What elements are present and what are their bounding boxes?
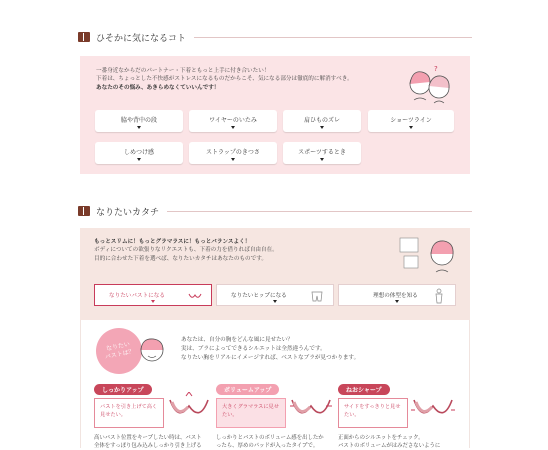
chevron-down-icon: [231, 126, 235, 129]
shorts-icon: [309, 288, 325, 304]
shape-panel: [80, 228, 470, 320]
chevron-down-icon: [395, 300, 399, 303]
lead-line: ボディについての欲張りなリクエストも、下着の力を借りれば自由自在。: [94, 247, 278, 254]
chevron-down-icon: [320, 158, 324, 161]
body-icon: [431, 288, 447, 304]
card-tag: ボリュームアップ: [216, 384, 279, 395]
bust-type-card: [94, 384, 212, 448]
chevron-down-icon: [231, 158, 235, 161]
intro-strong: あなたのその悩み、あきらめなくていいんです！: [96, 84, 220, 91]
chevron-down-icon: [137, 126, 141, 129]
bust-type-card: [338, 384, 456, 448]
card-tag: しっかりアップ: [94, 384, 152, 395]
divider: [194, 37, 472, 38]
section-header-shape: [78, 202, 472, 220]
chevron-down-icon: [273, 300, 277, 303]
chevron-down-icon: [151, 300, 155, 303]
chevron-down-icon: [409, 126, 413, 129]
tab-bust[interactable]: [94, 284, 212, 306]
tab-hip[interactable]: [216, 284, 334, 306]
bubble-text: なりたい バストは？: [104, 340, 136, 361]
lead-line: 目的に合わせた下着を選べば、なりたいカタチはあなたのものです。: [94, 255, 267, 262]
desc-line: あなたは、自分の胸をどんな風に見せたい？: [181, 337, 293, 343]
button-label: ワイヤーのいたみ: [209, 116, 257, 124]
button-label: 肩ひものズレ: [303, 116, 340, 124]
svg-text:?: ?: [434, 65, 438, 73]
desc-line: 実は、ブラによってできるシルエットは全然違うんです。: [181, 346, 326, 352]
card-tag: ねおシャープ: [338, 384, 390, 395]
concern-button[interactable]: [283, 142, 361, 164]
bust-type-card: [216, 384, 334, 448]
bra-illustration: [166, 392, 212, 428]
shape-tabs: [94, 284, 456, 306]
button-label: ショーツライン: [390, 116, 432, 124]
bra-illustration: [288, 392, 334, 428]
concern-button[interactable]: [283, 110, 361, 132]
bust-description: [181, 336, 359, 363]
worried-girls-illustration: [406, 62, 452, 106]
lead-strong: もっとスリムに！もっとグラマラスに！もっとバランスよく！: [94, 239, 251, 245]
bra-illustration: [410, 392, 456, 428]
button-label: 脇や背中の段: [120, 116, 157, 124]
body-shape-illustration: [396, 232, 460, 282]
thinking-girl-illustration: [130, 334, 170, 368]
card-footnote: しっかりとバストのボリューム感を出したか ったら、厚めのパッドが入ったタイプで。: [216, 435, 324, 449]
card-note: 大きくグラマラスに見せたい。: [216, 398, 286, 428]
button-label: しめつけ感: [123, 148, 154, 156]
button-label: ストラップのきつさ: [206, 148, 260, 156]
section-title: なりたいカタチ: [96, 207, 160, 218]
concerns-intro: [96, 67, 353, 92]
desc-line: なりたい胸をリアルにイメージすれば、ベストなブラが見つかります。: [181, 355, 360, 361]
card-note: バストを引き上げて高く見せたい。: [94, 398, 164, 428]
concern-button[interactable]: [189, 142, 277, 164]
section-header-concerns: [78, 28, 472, 46]
intro-line: 下着は、ちょっとした不快感がストレスになるものだからこそ、気になる部分は徹底的に解消すべき。: [96, 76, 353, 83]
intro-line: 一番身近なからだのパートナー・下着ともっと上手に付き合いたい！: [96, 68, 270, 74]
bra-icon: [187, 288, 203, 304]
card-note: サイドをすっきりと見せたい。: [338, 398, 408, 428]
button-label: スポーツするとき: [298, 148, 346, 156]
chevron-down-icon: [137, 158, 141, 161]
divider: [167, 211, 472, 212]
book-icon: [78, 32, 90, 42]
concern-button[interactable]: [189, 110, 277, 132]
book-icon: [78, 206, 90, 216]
tab-label: なりたいヒップになる: [231, 293, 287, 299]
concern-button[interactable]: [95, 110, 183, 132]
card-footnote: 正面からのシルエットをチェック。 バストのボリュームがはみださないように: [338, 435, 441, 449]
concern-button[interactable]: [95, 142, 183, 164]
shape-lead: [94, 238, 278, 263]
tab-ideal-body[interactable]: [338, 284, 456, 306]
card-footnote: 高いバスト位置をキープしたい時は、バスト 全体をすっぽり包み込みしっかり引き上げる: [94, 435, 202, 449]
section-title: ひそかに気になるコト: [96, 33, 187, 44]
chevron-down-icon: [320, 126, 324, 129]
tab-label: 理想の体型を知る: [373, 293, 418, 299]
concerns-panel: [80, 56, 470, 174]
concern-button[interactable]: [368, 110, 454, 132]
tab-label: なりたいバストになる: [109, 293, 165, 299]
